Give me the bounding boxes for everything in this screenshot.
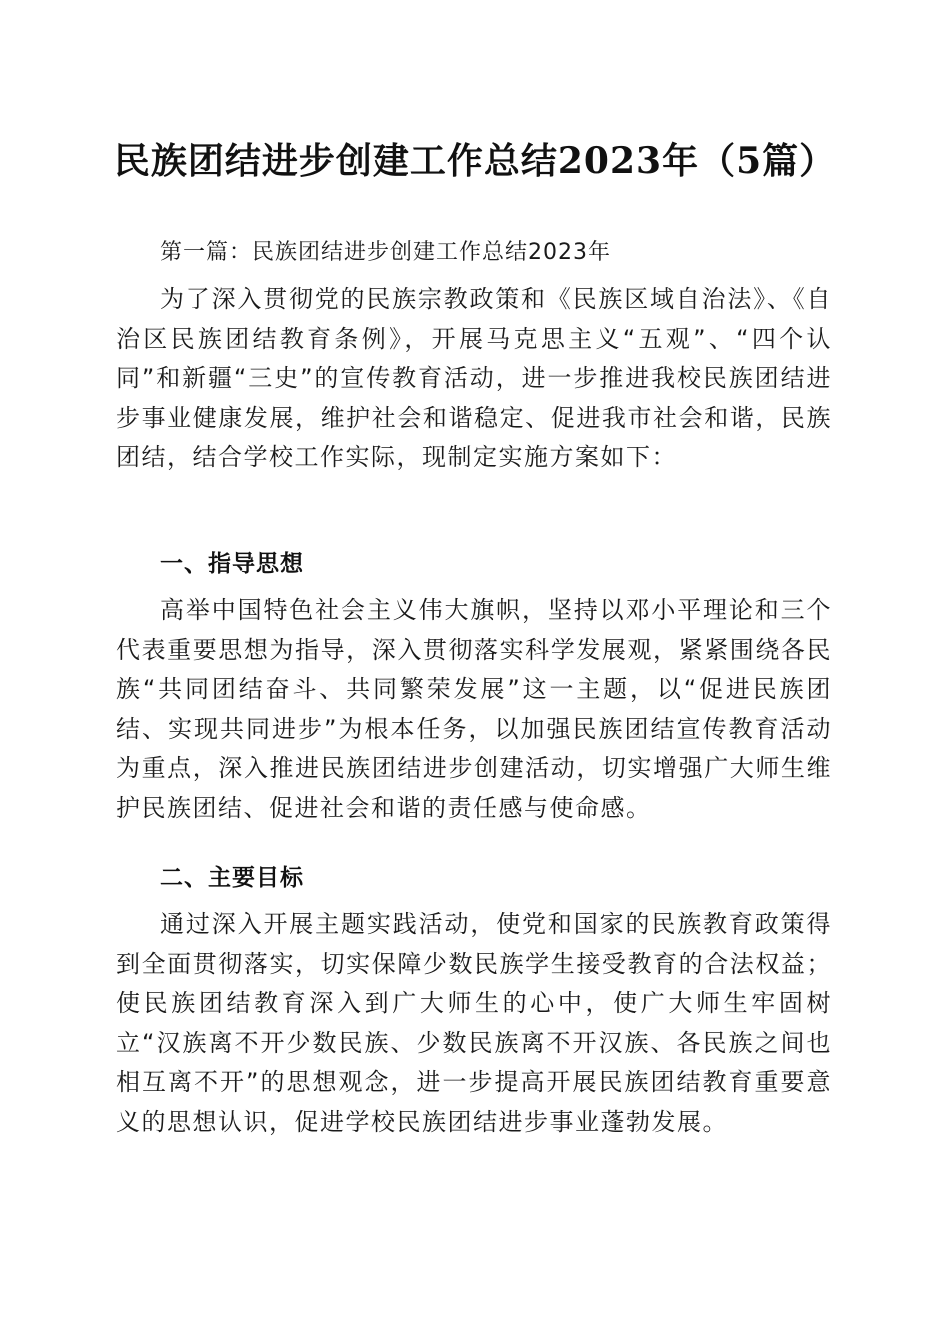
section-heading-guiding-ideology: 一、指导思想 [160, 551, 304, 577]
section-paragraph-main-goals: 通过深入开展主题实践活动，使党和国家的民族教育政策得到全面贯彻落实，切实保障少数民族学生接受教育的合法权益；使民族团结教育深入到广大师生的心中，使广大师生牢固树立“汉族离不开少数民族、少数民族离不开汉族、各民族之间也相互离不开”的思想观念，进一步提高开展民族团结教育重要意义的思想认识，促进学校民族团结进步事业蓬勃发展。 [116, 910, 832, 1136]
article-subtitle: 第一篇：民族团结进步创建工作总结2023年 [160, 240, 611, 265]
intro-paragraph: 为了深入贯彻党的民族宗教政策和《民族区域自治法》、《自治区民族团结教育条例》，开展马克思主义“五观”、“四个认同”和新疆“三史”的宣传教育活动，进一步推进我校民族团结进步事业健康发展，维护社会和谐稳定、促进我市社会和谐，民族团结，结合学校工作实际，现制定实施方案如下： [116, 285, 832, 471]
section-heading-main-goals: 二、主要目标 [160, 865, 304, 891]
document-title: 民族团结进步创建工作总结2023年（5篇） [113, 140, 837, 182]
section-paragraph-guiding-ideology: 高举中国特色社会主义伟大旗帜，坚持以邓小平理论和三个代表重要思想为指导，深入贯彻落实科学发展观，紧紧围绕各民族“共同团结奋斗、共同繁荣发展”这一主题，以“促进民族团结、实现共同进步”为根本任务，以加强民族团结宣传教育活动为重点，深入推进民族团结进步创建活动，切实增强广大师生维护民族团结、促进社会和谐的责任感与使命感。 [116, 596, 832, 822]
